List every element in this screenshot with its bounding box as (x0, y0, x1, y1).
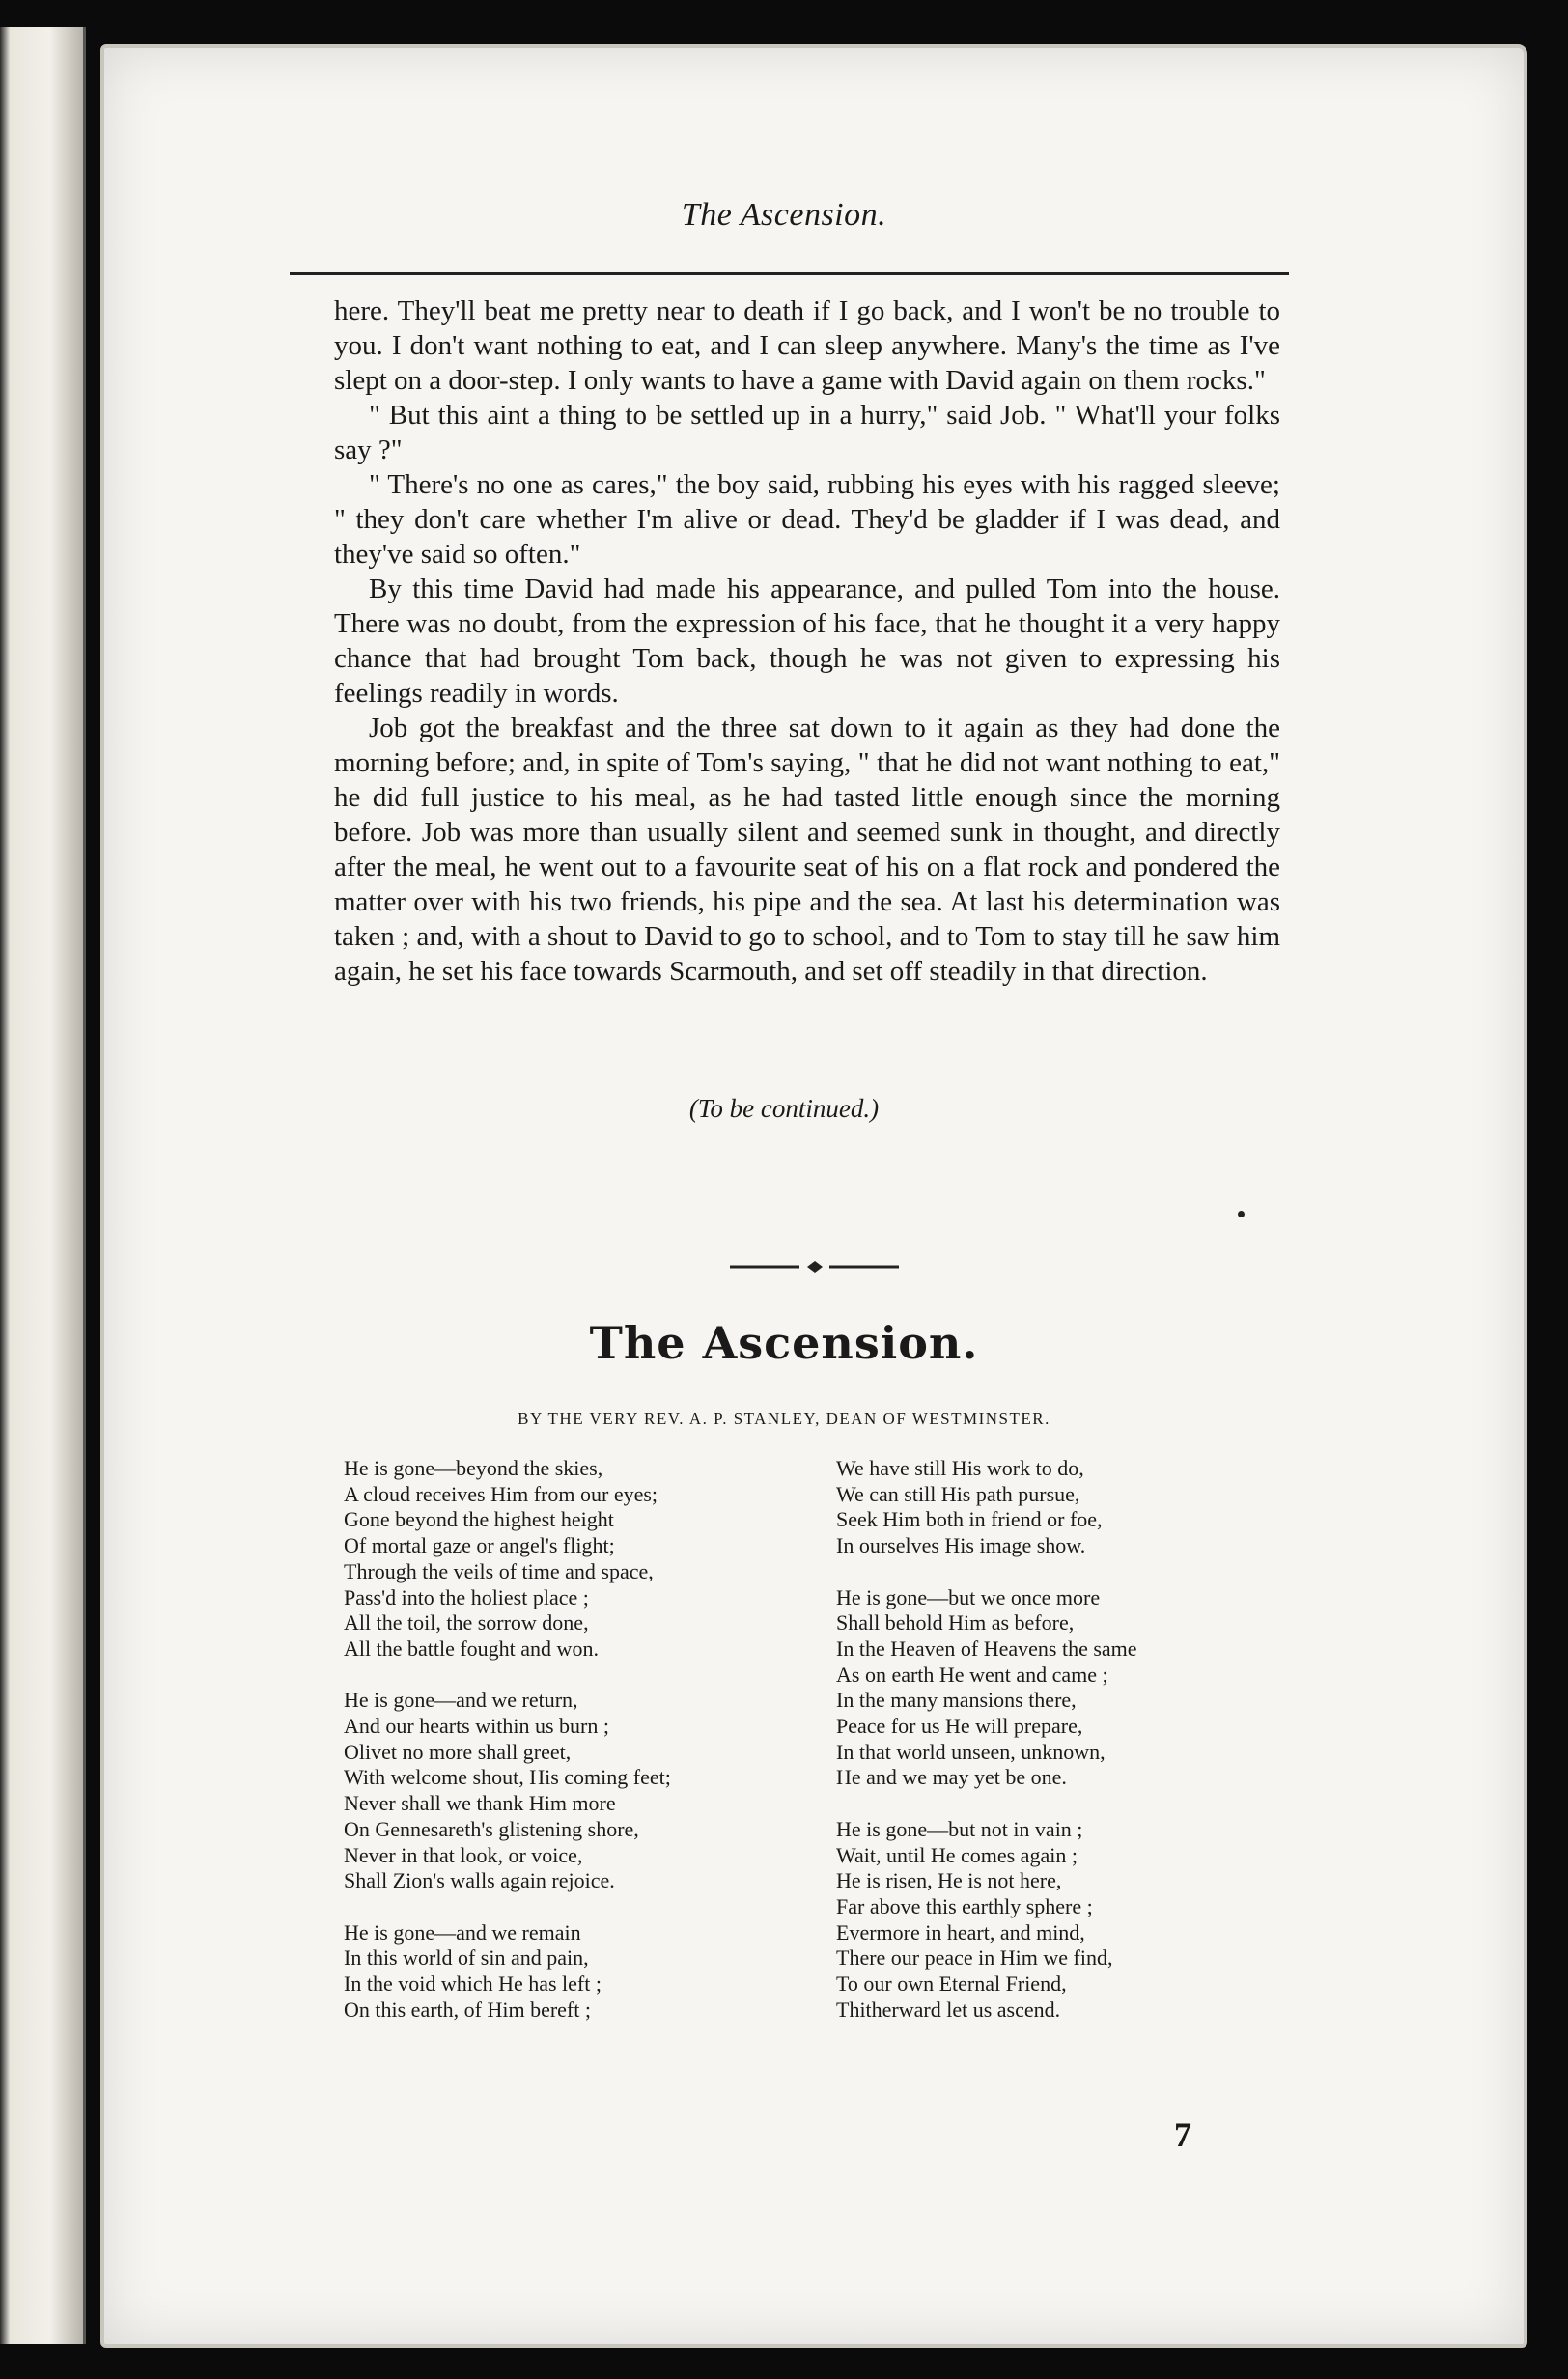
poem-line: He is gone—and we return, (344, 1688, 578, 1713)
ornament-divider-icon (730, 1257, 899, 1276)
poem-line: He is gone—beyond the skies, (344, 1456, 603, 1480)
poem-line: Through the veils of time and space, (344, 1558, 654, 1583)
running-title: The Ascension. (681, 197, 887, 233)
poem-line: In the many mansions there, (836, 1688, 1077, 1713)
ink-speck (1238, 1211, 1245, 1217)
poem-line: In the void which He has left ; (344, 1972, 602, 1997)
poem-line: Thitherward let us ascend. (836, 1997, 1061, 2022)
poem-left-column (344, 1456, 826, 2049)
poem-line: All the toil, the sorrow done, (344, 1610, 589, 1636)
poem-line: Evermore in heart, and mind, (836, 1919, 1085, 1945)
poem-line: Wait, until He comes again ; (836, 1842, 1078, 1867)
story-text (334, 294, 1280, 989)
poem-line: He is gone—but we once more (836, 1584, 1101, 1609)
poem-line: As on earth He went and came ; (836, 1662, 1108, 1687)
poem-line: To our own Eternal Friend, (836, 1972, 1067, 1997)
poem-line: There our peace in Him we find, (836, 1945, 1113, 1971)
poem-line: Shall behold Him as before, (836, 1610, 1075, 1636)
page-number: 7 (1174, 2115, 1191, 2154)
poem-line: In the Heaven of Heavens the same (836, 1636, 1137, 1661)
poem-line: We can still His path pursue, (836, 1481, 1080, 1506)
poem-line: On Gennesareth's glistening shore, (344, 1816, 639, 1841)
poem-line: We have still His work to do, (836, 1456, 1084, 1480)
story-paragraph: " There's no one as cares," the boy said, rubbing his eyes with his ragged sleeve; " they don't care whether I'm alive or dead. They'd be gladder if I was dead, and they've said so often." (334, 469, 1280, 570)
poem-line: With welcome shout, His coming feet; (344, 1765, 671, 1790)
poem-line: Pass'd into the holiest place ; (344, 1584, 589, 1609)
poem-line: He is gone—but not in vain ; (836, 1816, 1083, 1841)
poem-line: Peace for us He will prepare, (836, 1714, 1083, 1739)
poem-stanza (836, 1817, 1280, 2024)
story-paragraph: here. They'll beat me pretty near to death if I go back, and I won't be no trouble to you. I don't want nothing to eat, and I can sleep anywhere. Many's the time as I've slept on a door-step. I only wants to have a game with David again on them rocks." (334, 295, 1280, 396)
poem-line: Far above this earthly sphere ; (836, 1893, 1093, 1918)
poem-line: He is gone—and we remain (344, 1919, 581, 1945)
poem-line: Seek Him both in friend or foe, (836, 1507, 1103, 1532)
poem-right-column (836, 1456, 1280, 2049)
poem-line: In that world unseen, unknown, (836, 1739, 1106, 1764)
poem-line: A cloud receives Him from our eyes; (344, 1481, 658, 1506)
poem-line: All the battle fought and won. (344, 1636, 599, 1661)
poem-line: In this world of sin and pain, (344, 1945, 589, 1971)
poem-stanza (344, 1688, 826, 1894)
story-paragraph: Job got the breakfast and the three sat down to it again as they had done the morning before; and, in spite of Tom's saying, " that he did not want nothing to eat," he did full justice to his meal, as he had tasted little enough since the morning before. Job was more than usually silent and seemed sunk in thought, and directly after the meal, he went out to a favourite seat of his on a flat rock and pondered the matter over with his two friends, his pipe and the sea. At last his determination was taken ; and, with a shout to David to go to school, and to Tom to stay till he saw him again, he set his face towards Scarmouth, and set off steadily in that direction. (334, 713, 1280, 987)
story-paragraph: " But this aint a thing to be settled up in a hurry," said Job. " What'll your folks say ?" (334, 400, 1280, 465)
story-paragraph: By this time David had made his appearance, and pulled Tom into the house. There was no doubt, from the expression of his face, that he thought it a very happy chance that had brought Tom back, though he was not given to expressing his feelings readily in words. (334, 574, 1280, 709)
poem-line: In ourselves His image show. (836, 1533, 1086, 1558)
poem-stanza (836, 1456, 1280, 1559)
poem-stanza (344, 1920, 826, 2024)
poem-line: And our hearts within us burn ; (344, 1714, 609, 1739)
poem-line: He and we may yet be one. (836, 1765, 1067, 1790)
poem-line: Of mortal gaze or angel's flight; (344, 1533, 615, 1558)
poem-stanza (344, 1456, 826, 1663)
poem-line: Gone beyond the highest height (344, 1507, 614, 1532)
poem-stanza (836, 1585, 1280, 1792)
poem-title: The Ascension. (589, 1317, 979, 1369)
poem-line: On this earth, of Him bereft ; (344, 1997, 591, 2022)
poem-line: Olivet no more shall greet, (344, 1739, 572, 1764)
facing-page-edge (0, 27, 86, 2344)
poem-line: Never in that look, or voice, (344, 1842, 583, 1867)
to-be-continued: (To be continued.) (688, 1094, 880, 1123)
poem-byline: BY THE VERY REV. A. P. STANLEY, DEAN OF WESTMINSTER. (518, 1410, 1050, 1428)
poem-line: Shall Zion's walls again rejoice. (344, 1868, 615, 1893)
header-rule (290, 272, 1289, 275)
poem-line: Never shall we thank Him more (344, 1791, 616, 1816)
poem-line: He is risen, He is not here, (836, 1868, 1062, 1893)
